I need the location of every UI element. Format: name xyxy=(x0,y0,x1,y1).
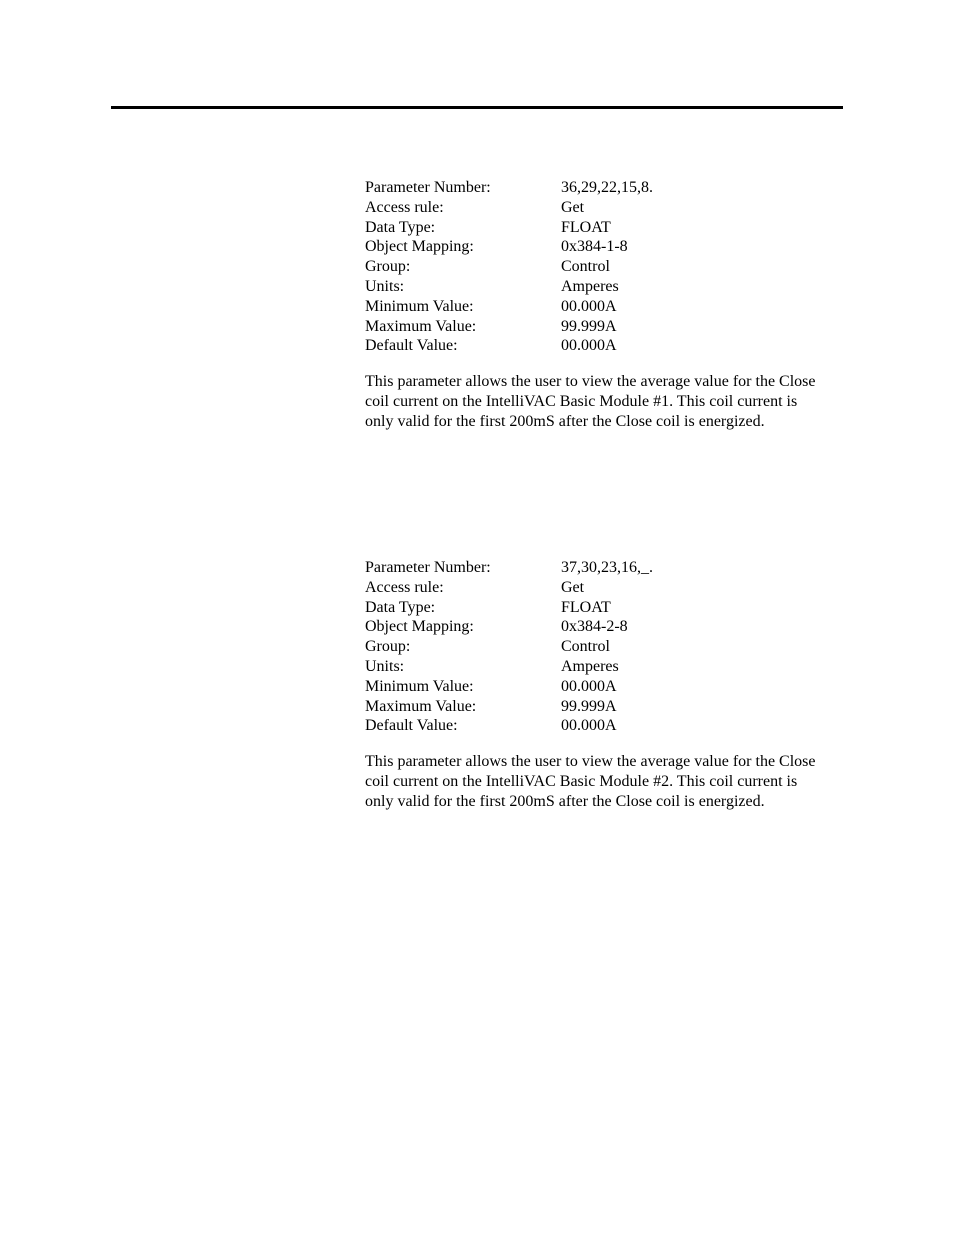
param-row-maximum-value xyxy=(365,317,825,337)
param-row-number xyxy=(365,558,825,578)
param-value: FLOAT xyxy=(561,598,611,616)
param-value: 0x384-1-8 xyxy=(561,238,628,256)
param-row-minimum-value xyxy=(365,677,825,697)
param-value: 36,29,22,15,8. xyxy=(561,179,653,196)
param-row-data-type xyxy=(365,598,825,618)
param-label: Group: xyxy=(365,638,411,656)
param-label: Access rule: xyxy=(365,578,444,596)
param-row-object-mapping xyxy=(365,237,825,257)
param-row-access-rule xyxy=(365,198,825,218)
param-value: 99.999A xyxy=(561,317,617,335)
param-row-minimum-value xyxy=(365,297,825,317)
param-label: Units: xyxy=(365,657,405,675)
param-label: Parameter Number: xyxy=(365,559,491,576)
param-label: Object Mapping: xyxy=(365,618,474,636)
param-row-default-value xyxy=(365,716,825,736)
param-value: 00.000A xyxy=(561,337,617,355)
param-row-group xyxy=(365,637,825,657)
param-row-object-mapping xyxy=(365,617,825,637)
param-label: Default Value: xyxy=(365,717,458,735)
param-label: Parameter Number: xyxy=(365,179,491,196)
param-row-maximum-value xyxy=(365,697,825,717)
param-value: 0x384-2-8 xyxy=(561,618,628,636)
parameter-block-1 xyxy=(365,178,825,448)
param-row-number xyxy=(365,178,825,198)
param-value: 00.000A xyxy=(561,677,617,695)
param-label: Maximum Value: xyxy=(365,697,477,715)
param-label: Units: xyxy=(365,277,405,295)
param-label: Group: xyxy=(365,258,411,276)
param-label: Data Type: xyxy=(365,598,436,616)
param-value: 00.000A xyxy=(561,297,617,315)
param-label: Maximum Value: xyxy=(365,317,477,335)
param-row-default-value xyxy=(365,336,825,356)
header-rule xyxy=(111,106,843,109)
param-value: Get xyxy=(561,198,585,216)
param-label: Default Value: xyxy=(365,337,458,355)
param-value: Amperes xyxy=(561,657,619,675)
param-row-group xyxy=(365,257,825,277)
param-label: Data Type: xyxy=(365,218,436,236)
param-value: 99.999A xyxy=(561,697,617,715)
parameter-block-2 xyxy=(365,558,825,828)
parameter-description: This parameter allows the user to view the average value for the Close coil current on the IntelliVAC Basic Module #1. This coil current is only valid for the first 200mS after the Close coil is energized. xyxy=(365,373,816,430)
param-label: Access rule: xyxy=(365,198,444,216)
param-value: Get xyxy=(561,578,585,596)
param-value: Amperes xyxy=(561,277,619,295)
param-row-units xyxy=(365,657,825,677)
param-value: FLOAT xyxy=(561,218,611,236)
param-row-units xyxy=(365,277,825,297)
param-value: 37,30,23,16,_. xyxy=(561,559,653,576)
param-value: 00.000A xyxy=(561,717,617,735)
param-label: Minimum Value: xyxy=(365,677,474,695)
param-row-data-type xyxy=(365,218,825,238)
param-value: Control xyxy=(561,638,610,656)
parameter-description: This parameter allows the user to view the average value for the Close coil current on the IntelliVAC Basic Module #2. This coil current is only valid for the first 200mS after the Close coil is energized. xyxy=(365,753,816,810)
param-row-access-rule xyxy=(365,578,825,598)
param-label: Minimum Value: xyxy=(365,297,474,315)
param-label: Object Mapping: xyxy=(365,238,474,256)
param-value: Control xyxy=(561,258,610,276)
